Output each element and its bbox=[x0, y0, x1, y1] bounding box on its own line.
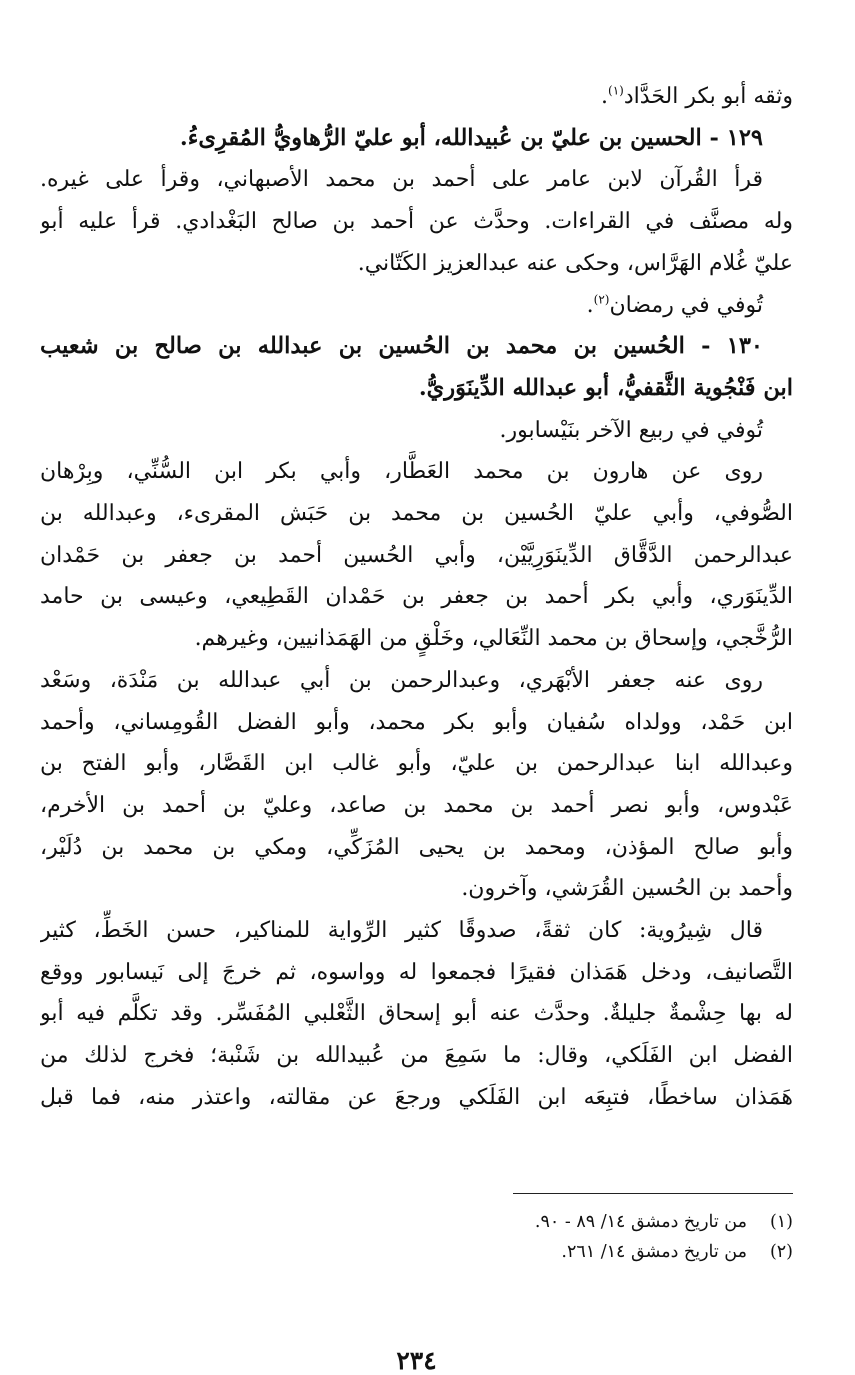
footnote-divider bbox=[513, 1193, 793, 1194]
footnote-1 bbox=[40, 1207, 793, 1237]
entry-129-line: وله مصنَّف في القراءات. وحدَّث عن أحمد بن صالح البَغْدادي. قرأ عليه أبو bbox=[40, 209, 793, 235]
footnote-number: (١) bbox=[769, 1212, 793, 1232]
footnote-ref-2[interactable]: (٢) bbox=[593, 292, 610, 307]
prev-entry-tail: وثقه أبو بكر الحَدَّاد$^{(١)}$. bbox=[601, 83, 793, 109]
footnote-text: من تاريخ دمشق ١٤/ ٨٩ - ٩٠. bbox=[534, 1212, 747, 1232]
para3-line: قال شِيرُوية: كان ثقةً، صدوقًا كثير الرِّواية للمناكير، حسن الخَطِّ، كثير bbox=[40, 918, 763, 944]
para3-line: هَمَذان ساخطًا، فتبِعَه ابن الفَلَكي ورجعَ عن مقالته، واعتذر منه، فما قبل bbox=[40, 1084, 793, 1110]
page-number: ٢٣٤ bbox=[396, 1346, 437, 1375]
para1-line: الصُّوفي، وأبي عليّ الحُسين بن محمد بن حَبَش المقرىء، وعبدالله بن bbox=[40, 501, 793, 527]
entry-130-death: تُوفي في ربيع الآخر بنَيْسابور. bbox=[499, 417, 763, 443]
entry-129-heading: ١٢٩ - الحسين بن عليّ بن عُبيدالله، أبو عليّ الرُّهاويُّ المُقرِىءُ. bbox=[179, 124, 763, 151]
para3-line: التَّصانيف، ودخل هَمَذان فقيرًا فجمعوا له وواسوه، ثم خرجَ إلى نَيسابور ووقع bbox=[40, 959, 793, 985]
para1-line: عبدالرحمن الدَّقَّاق الدِّينَوَرِيَّيْن، وأبي الحُسين أحمد بن جعفر بن حَمْدان bbox=[40, 542, 793, 568]
footnote-2 bbox=[40, 1237, 793, 1267]
para1-line: الرُّخَّجي، وإسحاق بن محمد النِّعَالي، وخَلْقٍ من الهَمَذانيين، وغيرهم. bbox=[194, 626, 793, 652]
para1-line: الدِّينَوَري، وأبي بكر أحمد بن جعفر بن حَمْدان القَطِيعي، وعيسى بن حامد bbox=[40, 584, 793, 610]
footnote-text: من تاريخ دمشق ١٤/ ٢٦١. bbox=[561, 1242, 747, 1262]
footnote-number: (٢) bbox=[769, 1242, 793, 1262]
entry-129-line: عليّ غُلام الهَرَّاس، وحكى عنه عبدالعزيز الكَتّاني. bbox=[357, 250, 793, 276]
book-page bbox=[40, 76, 793, 1375]
entry-129-death: تُوفي في رمضان$^{(٢)}$. bbox=[586, 292, 763, 318]
para2-line: وأبو صالح المؤذن، ومحمد بن يحيى المُزَكِّي، ومكي بن محمد بن دُلَيْر، bbox=[40, 834, 793, 860]
para2-line: روى عنه جعفر الأبْهَري، وعبدالرحمن بن أبي عبدالله بن مَنْدَة، وسَعْد bbox=[40, 667, 763, 693]
para2-line: وعبدالله ابنا عبدالرحمن بن عليّ، وأبو غالب ابن القَصَّار، وأبو الفتح بن bbox=[40, 751, 793, 777]
para2-line: ابن حَمْد، وولداه سُفيان وأبو بكر محمد، وأبو الفضل القُومِساني، وأحمد bbox=[40, 709, 793, 735]
para3-line: له بها حِشْمةٌ جليلةٌ. وحدَّث عنه أبو إسحاق الثَّعْلبي المُفَسِّر. وقد تكلَّم فيه أبو bbox=[40, 1001, 793, 1027]
entry-130-heading-line1: ١٣٠ - الحُسين بن محمد بن الحُسين بن عبدالله بن صالح بن شعيب bbox=[40, 333, 763, 360]
entry-130-heading-line2: ابن فَنْجُوية الثَّقفيُّ، أبو عبدالله الدِّينَوَريُّ. bbox=[418, 374, 793, 401]
para3-line: الفضل ابن الفَلَكي، وقال: ما سَمِعَ من عُبيدالله بن شَنْبة؛ فخرج لذلك من bbox=[40, 1043, 793, 1069]
footnote-ref-1[interactable]: (١) bbox=[608, 83, 624, 98]
para2-line: وأحمد بن الحُسين القُرَشي، وآخرون. bbox=[461, 876, 793, 902]
para2-line: عَبْدوس، وأبو نصر أحمد بن محمد بن صاعد، وعليّ بن أحمد بن الأخرم، bbox=[40, 792, 793, 818]
footnotes bbox=[40, 1207, 793, 1267]
para1-line: روى عن هارون بن محمد العَطَّار، وأبي بكر ابن السُّنِّي، وبِرْهان bbox=[40, 459, 763, 485]
entry-129-line: قرأ القُرآن لابن عامر على أحمد بن محمد الأصبهاني، وقرأ على غيره. bbox=[40, 167, 763, 193]
